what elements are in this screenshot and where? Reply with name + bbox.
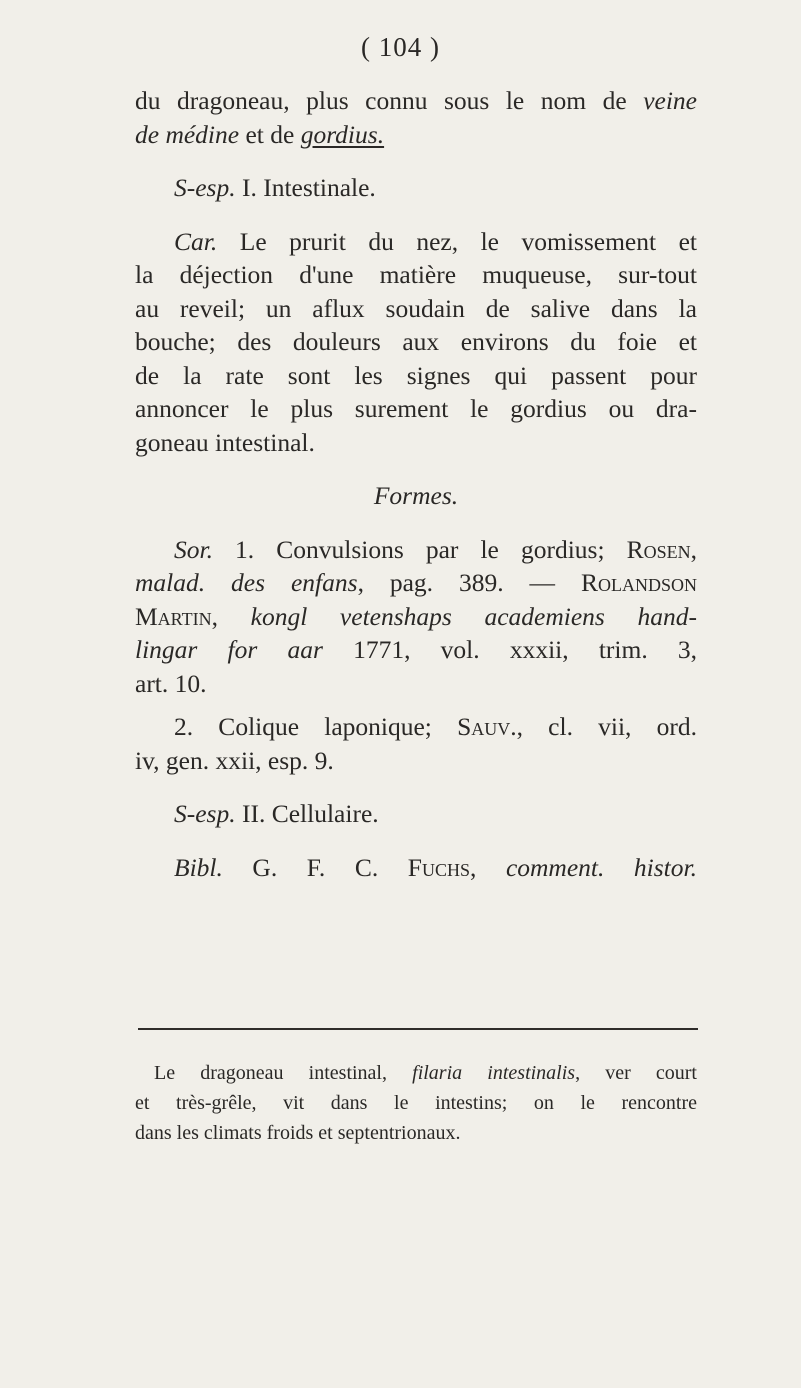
author-name: Fuchs xyxy=(407,852,470,882)
italic-title: comment. histor. xyxy=(505,852,697,882)
author-name: Rolandson xyxy=(580,568,697,597)
text-span: Le prurit du nez, le vomissement et xyxy=(217,226,697,256)
section-label: Sor. xyxy=(174,534,213,564)
italic-term: de médine xyxy=(135,119,240,149)
author-name: Sauv. xyxy=(457,712,517,741)
text-line xyxy=(135,633,697,667)
text-span: du dragoneau, plus connu sous le nom de xyxy=(135,86,644,115)
text-line xyxy=(135,851,697,885)
heading-text: Formes. xyxy=(373,481,459,510)
text-span: 1771, vol. xxxii, trim. 3, xyxy=(322,635,698,664)
text-span: 1. Convulsions par le gordius; xyxy=(212,534,627,564)
footnote xyxy=(135,1058,697,1148)
italic-term: veine xyxy=(643,86,697,115)
text-line: iv, gen. xxii, esp. 9. xyxy=(135,745,334,775)
text-line: goneau intestinal. xyxy=(135,427,315,457)
page-number: ( 104 ) xyxy=(361,32,440,62)
text-line xyxy=(135,84,697,118)
heading-text: II. Cellulaire. xyxy=(235,799,379,828)
text-span: , xyxy=(690,534,697,564)
main-text xyxy=(135,84,697,884)
subspecies-heading xyxy=(135,171,697,205)
text-span: , pag. 389. — xyxy=(357,568,581,597)
text-span: , cl. vii, ord. xyxy=(516,712,697,741)
text-line: de la rate sont les signes qui passent pour xyxy=(135,360,697,390)
text-line xyxy=(135,533,697,567)
footnote-line: et très-grêle, vit dans le intestins; on le rencontre xyxy=(135,1092,697,1114)
text-span: , xyxy=(211,601,251,631)
italic-term: filaria intestinalis xyxy=(412,1062,576,1084)
author-name: Rosen xyxy=(626,534,691,564)
text-line: au reveil; un aflux soudain de salive dans la xyxy=(135,293,697,323)
italic-term: gordius. xyxy=(300,119,385,149)
text-line xyxy=(135,710,697,744)
formes-heading xyxy=(135,479,697,513)
text-span: G. F. C. xyxy=(222,852,408,882)
text-span: et de xyxy=(239,119,301,149)
subspecies-heading xyxy=(135,797,697,831)
section-label: Bibl. xyxy=(174,852,223,882)
footnote-line xyxy=(135,1058,697,1088)
text-line: bouche; des douleurs aux environs du foie et xyxy=(135,327,697,356)
author-name: Martin xyxy=(135,601,212,631)
italic-title: lingar for aar xyxy=(135,635,323,664)
heading-label: S-esp. xyxy=(174,173,236,202)
italic-title: kongl vetenshaps academiens hand- xyxy=(250,601,697,631)
text-line: la déjection d'une matière muqueuse, sur-tout xyxy=(135,260,697,289)
section-label: Car. xyxy=(174,226,218,256)
text-span: , xyxy=(470,852,506,882)
heading-text: I. Intestinale. xyxy=(235,173,376,202)
text-line: art. 10. xyxy=(135,668,207,698)
text-line xyxy=(135,566,697,600)
text-span: 2. Colique laponique; xyxy=(174,712,458,741)
footnote-divider xyxy=(138,1028,698,1030)
text-line: annoncer le plus surement le gordius ou dra- xyxy=(135,394,697,423)
italic-title: malad. des enfans xyxy=(135,568,358,597)
text-span: , ver court xyxy=(575,1062,697,1084)
text-line xyxy=(135,225,697,259)
text-line xyxy=(135,600,697,634)
text-span: Le dragoneau intestinal, xyxy=(154,1062,413,1084)
heading-label: S-esp. xyxy=(174,799,236,828)
footnote-line: dans les climats froids et septentrionaux. xyxy=(135,1122,461,1144)
text-line xyxy=(135,118,697,152)
